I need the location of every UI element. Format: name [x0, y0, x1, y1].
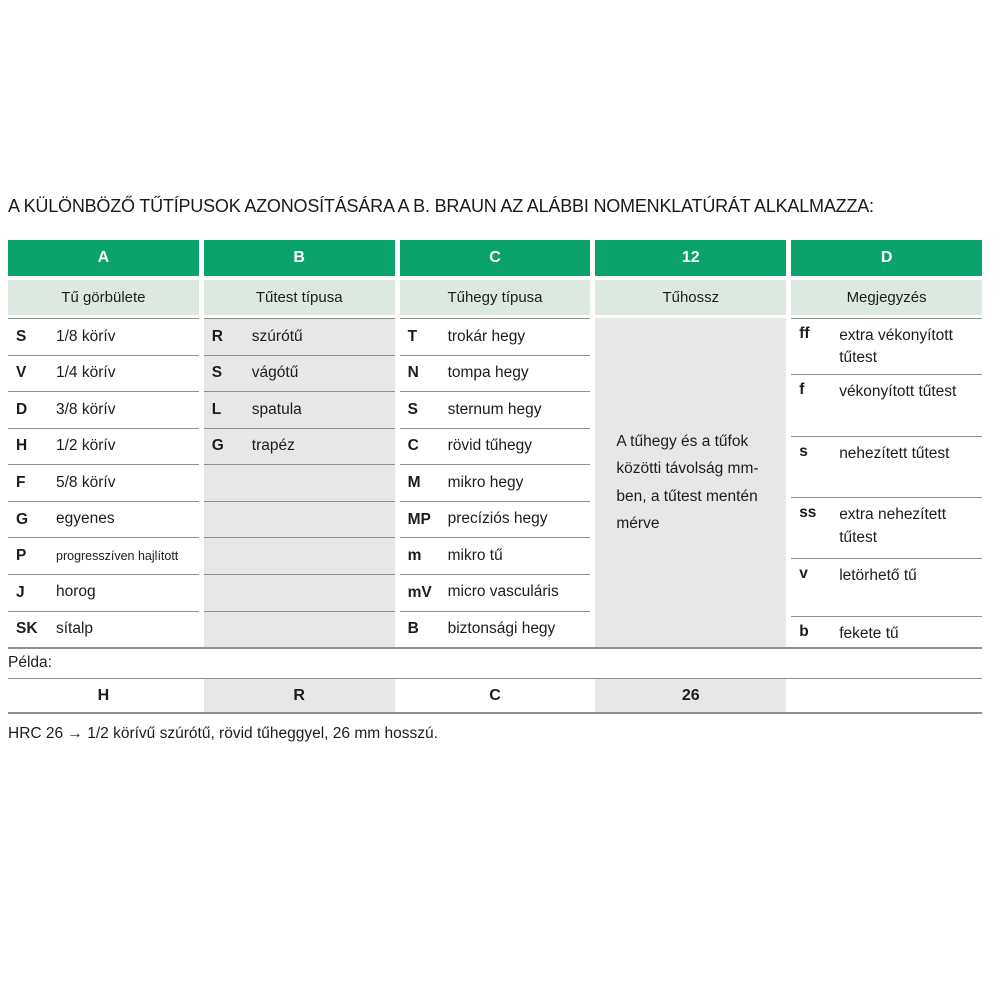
row-description: progresszíven hajlított [56, 549, 179, 564]
table-row [8, 465, 199, 502]
column-body-12 [595, 318, 786, 647]
column-subheader-12: Tűhossz [595, 280, 786, 315]
row-code: v [799, 565, 808, 583]
column-header-12: 12 [595, 240, 786, 276]
column-header-B: B [204, 240, 395, 276]
row-code: ss [799, 504, 817, 522]
column-body-D [791, 318, 982, 647]
table-row [791, 319, 982, 375]
row-description: trokár hegy [447, 327, 526, 345]
row-description: szúrótű [251, 327, 303, 345]
row-code: MP [407, 510, 431, 528]
table-column-D [791, 240, 982, 647]
table-row [204, 538, 395, 575]
table-column-B [204, 240, 395, 647]
column-body-C [400, 318, 591, 647]
example-explanation: HRC 26 → 1/2 körívű szúrótű, rövid tűheggyel, 26 mm hosszú. [8, 724, 438, 742]
nomenclature-table [8, 240, 982, 743]
table-row [400, 465, 591, 502]
table-row [204, 319, 395, 356]
example-cell: H [97, 686, 110, 704]
row-code: P [16, 547, 27, 565]
row-description: biztonsági hegy [447, 620, 556, 638]
row-description: rövid tűhegy [447, 437, 533, 455]
row-description: extra vékonyított tűtest [839, 327, 953, 367]
column-header-D: D [791, 240, 982, 276]
table-row [204, 356, 395, 393]
column-subheader-A: Tű görbülete [8, 280, 199, 315]
row-description: 3/8 körív [56, 400, 116, 418]
horizontal-rule [8, 712, 982, 714]
row-description: sternum hegy [447, 400, 542, 418]
row-code: G [211, 437, 224, 455]
table-column-C [400, 240, 591, 647]
row-description: micro vasculáris [447, 583, 559, 601]
row-code: s [799, 442, 808, 460]
table-row [791, 437, 982, 499]
row-code: mV [407, 583, 432, 601]
example-row [8, 679, 982, 712]
length-note: A tűhegy és a tűfok közötti távolság mm-ben, a tűtest mentén mérve [616, 433, 759, 532]
example-label: Példa: [8, 654, 52, 671]
table-row [400, 502, 591, 539]
row-code: V [16, 364, 27, 382]
table-row [400, 538, 591, 575]
table-row [8, 429, 199, 466]
row-code: L [211, 400, 222, 418]
row-description: 5/8 körív [56, 473, 116, 491]
row-description: mikro hegy [447, 473, 524, 491]
row-code: H [16, 437, 28, 455]
row-code: S [407, 400, 418, 418]
row-description: letörhető tű [839, 567, 917, 585]
row-description: 1/2 körív [56, 437, 116, 455]
table-row [791, 375, 982, 437]
row-code: m [407, 547, 422, 565]
row-description: mikro tű [447, 546, 503, 564]
table-grid [8, 240, 982, 647]
row-code: G [16, 510, 29, 528]
column-body-A [8, 318, 199, 647]
table-row [8, 538, 199, 575]
table-column-A [8, 240, 199, 647]
table-row [791, 617, 982, 647]
row-description: vágótű [251, 364, 299, 382]
row-code: D [16, 400, 28, 418]
row-description: horog [56, 583, 96, 601]
table-row [400, 612, 591, 648]
row-description: sítalp [56, 620, 94, 638]
page-title: A KÜLÖNBÖZŐ TŰTÍPUSOK AZONOSÍTÁSÁRA A B. BRAUN AZ ALÁBBI NOMENKLATÚRÁT ALKALMAZZA: [8, 196, 874, 216]
row-code: M [407, 474, 421, 492]
row-description: nehezített tűtest [839, 444, 950, 462]
row-description: egyenes [56, 510, 115, 528]
table-row [204, 392, 395, 429]
table-row [204, 612, 395, 648]
column-subheader-D: Megjegyzés [791, 280, 982, 315]
table-row [8, 356, 199, 393]
table-row [8, 319, 199, 356]
table-row [400, 392, 591, 429]
row-code: SK [16, 620, 38, 638]
table-row [400, 429, 591, 466]
example-cell [791, 679, 982, 712]
table-row [204, 575, 395, 612]
table-row [8, 612, 199, 648]
row-code: S [16, 327, 27, 345]
table-row [204, 502, 395, 539]
column-header-C: C [400, 240, 591, 276]
row-description: 1/8 körív [56, 327, 116, 345]
table-row [791, 498, 982, 559]
column-body-B [204, 318, 395, 647]
row-code: b [799, 623, 809, 641]
table-row [8, 502, 199, 539]
row-code: N [407, 364, 419, 382]
column-subheader-C: Tűhegy típusa [400, 280, 591, 315]
row-code: R [211, 327, 223, 345]
table-row [400, 575, 591, 612]
row-code: B [407, 620, 419, 638]
row-description: 1/4 körív [56, 364, 116, 382]
table-row [400, 319, 591, 356]
row-description: precíziós hegy [447, 510, 548, 528]
row-description: spatula [251, 400, 302, 418]
column-header-A: A [8, 240, 199, 276]
table-row [791, 559, 982, 617]
row-description: extra nehezített tűtest [839, 506, 947, 546]
column-subheader-B: Tűtest típusa [204, 280, 395, 315]
row-code: C [407, 437, 419, 455]
row-code: T [407, 327, 418, 345]
row-description: vékonyított tűtest [839, 382, 957, 400]
table-row [8, 575, 199, 612]
table-row [8, 392, 199, 429]
table-row [400, 356, 591, 393]
table-row [204, 429, 395, 466]
row-code: F [16, 474, 26, 492]
row-code: ff [799, 325, 810, 342]
row-code: f [799, 380, 805, 398]
example-cell: C [489, 686, 501, 704]
table-column-12 [595, 240, 786, 647]
row-code: S [211, 364, 223, 382]
table-row [204, 465, 395, 502]
row-code: J [16, 583, 25, 601]
example-cell: R [204, 679, 395, 712]
row-description: fekete tű [839, 625, 899, 643]
row-description: tompa hegy [447, 364, 529, 382]
row-description: trapéz [251, 437, 295, 455]
example-cell: 26 [595, 679, 786, 712]
